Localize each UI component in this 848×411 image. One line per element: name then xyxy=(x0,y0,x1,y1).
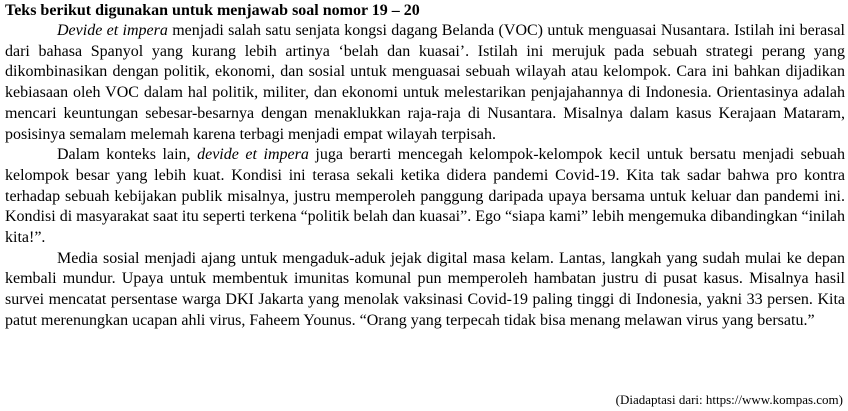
paragraph-2-lead: Dalam konteks lain, xyxy=(57,146,198,164)
paragraph-3 xyxy=(5,249,845,332)
paragraph-3-text: Media sosial menjadi ajang untuk mengaduk-aduk jejak digital masa kelam. Lantas, langkah yang sudah mulai ke depan kembali mundur. Upaya untuk membentuk imunitas komunal pun memperoleh hambatan justru di pusat kasus. Misalnya hasil survei mencatat persentase warga DKI Jakarta yang menolak vaksinasi Covid-19 paling tinggi di Indonesia, yakni 33 persen. Kita patut merenungkan ucapan ahli virus, Faheem Younus. “Orang yang terpecah tidak bisa menang melawan virus yang bersatu.” xyxy=(5,249,845,329)
paragraph-1-text: menjadi salah satu senjata kongsi dagang Belanda (VOC) untuk menguasai Nusantara. Istilah ini berasal dari bahasa Spanyol yang kurang lebih artinya ‘belah dan kuasai’. Istilah ini merujuk pada sebuah strategi perang yang dikombinasikan dengan politik, ekonomi, dan sosial untuk menguasai sebuah wilayah atau kelompok. Cara ini bahkan dijadikan kebiasaan oleh VOC dalam hal politik, militer, dan ekonomi untuk melestarikan penjajahannya di Indonesia. Orientasinya adalah mencari keuntungan sebesar-besarnya dengan menaklukkan raja-raja di Nusantara. Misalnya dalam kasus Kerajaan Mataram, posisinya semalam melemah karena terbagi menjadi empat wilayah terpisah. xyxy=(5,22,845,143)
italic-term: Devide et impera xyxy=(57,22,168,39)
paragraph-2-text: juga berarti mencegah kelompok-kelompok kecil untuk bersatu menjadi sebuah kelompok besar yang lebih kuat. Kondisi ini terasa sekali ketika didera pandemi Covid-19. Kita tak sadar bahwa pro kontra terhadap sebuah kebijakan publik misalnya, justru memperoleh panggung daripada upaya bersama untuk keluar dan pandemi ini. Kondisi di masyarakat saat itu seperti terkena “politik belah dan kuasai”. Ego “siapa kami” lebih mengemuka dibandingkan “inilah kita!”. xyxy=(5,146,846,247)
reading-passage xyxy=(5,0,845,332)
source-citation: (Diadaptasi dari: https://www.kompas.com) xyxy=(615,392,843,407)
italic-term: devide et impera xyxy=(197,146,309,164)
passage-heading: Teks berikut digunakan untuk menjawab soal nomor 19 – 20 xyxy=(5,2,420,19)
paragraph-1 xyxy=(5,21,845,145)
paragraph-2 xyxy=(5,145,845,249)
